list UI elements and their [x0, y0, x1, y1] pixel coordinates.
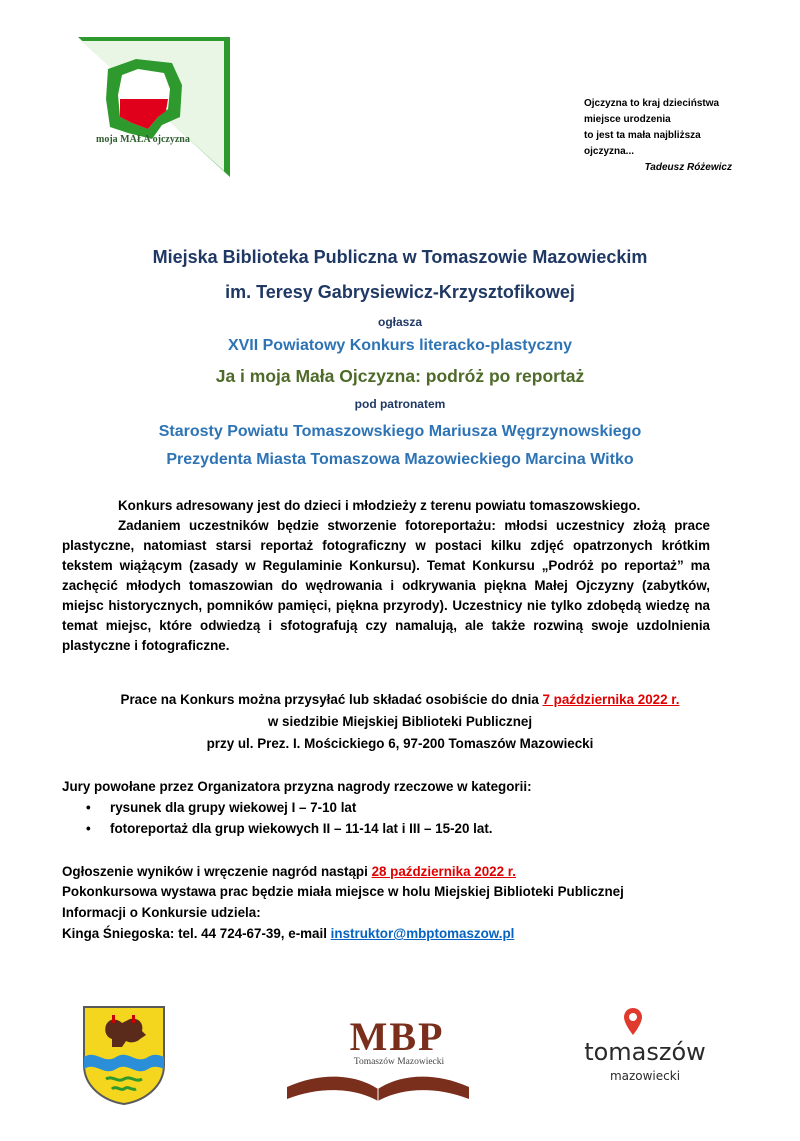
quote-line: ojczyzna...	[584, 146, 635, 157]
location-pin-icon	[623, 1007, 643, 1037]
patron-prezydent: Prezydenta Miasta Tomaszowa Mazowieckiego Marcina Witko	[166, 451, 634, 468]
address-line-2: przy ul. Prez. I. Mościckiego 6, 97-200 Tomaszów Mazowiecki	[206, 736, 594, 751]
contest-title: Ja i moja Mała Ojczyzna: podróż po reportaż	[215, 366, 585, 386]
city-wordmark: tomaszów	[584, 1038, 706, 1066]
coat-of-arms-icon	[82, 1005, 166, 1105]
city-subtitle: mazowiecki	[609, 1069, 681, 1083]
email-link[interactable]: instruktor@mbptomaszow.pl	[330, 926, 515, 941]
patronage-label: pod patronatem	[354, 397, 446, 411]
quote-line: Ojczyzna to kraj dzieciństwa	[584, 98, 720, 109]
results-date: 28 października 2022 r.	[371, 864, 516, 879]
quote-author: Tadeusz Różewicz	[644, 162, 732, 173]
task-paragraph: Zadaniem uczestników będzie stworzenie fotoreportażu: młodsi uczestnicy złożą prace plastyczne, natomiast starsi reportaż fotograficzny w postaci kilku zdjęć opatrzonych krótkim tekstem wiążącym (zasady w Regulaminie Konkursu). Temat Konkursu „Podróż po reportaż” ma zachęcić młodych tomaszowian do wędrowania i odkrywania piękna Małej Ojczyzny (zabytków, miejsc historycznych, pomników pamięci, piękna przyrody). Uczestnicy nie tylko zdobędą wiedzę na temat miejsc, które odwiedzą i sfotografują czy namalują, ale także rozwiną swoje uzdolnienia plastyczne i fotograficzne.	[62, 518, 710, 653]
contest-name: XVII Powiatowy Konkurs literacko-plastyczny	[227, 337, 573, 354]
coat-of-arms	[82, 1005, 166, 1105]
moja-mala-ojczyzna-logo	[78, 37, 230, 177]
contact-text: Kinga Śniegoska: tel. 44 724-67-39, e-mail	[62, 926, 331, 941]
list-item: • rysunek dla grupy wiekowej I – 7-10 lat	[86, 798, 686, 818]
logo-caption: moja MAŁA ojczyzna	[96, 134, 190, 145]
info-line: Informacji o Konkursie udziela:	[62, 905, 261, 920]
address-line-1: w siedzibie Miejskiej Biblioteki Publicznej	[267, 714, 533, 729]
category-list	[86, 798, 686, 839]
announces-label: ogłasza	[377, 315, 422, 329]
mbp-subtitle: Tomaszów Mazowiecki	[353, 1057, 445, 1067]
results-text: Ogłoszenie wyników i wręczenie nagród nastąpi	[62, 864, 372, 879]
deadline-date: 7 października 2022 r.	[542, 692, 680, 707]
patron-starosta: Starosty Powiatu Tomaszowskiego Mariusza Węgrzynowskiego	[158, 423, 642, 440]
mbp-logo	[283, 1015, 473, 1105]
deadline-line	[0, 690, 800, 710]
mbp-wordmark: MBP	[349, 1014, 445, 1059]
contact-line	[62, 924, 514, 944]
jury-text: Jury powołane przez Organizatora przyzna nagrody rzeczowe w kategorii:	[62, 779, 532, 794]
results-line	[62, 862, 516, 882]
quote-line: to jest ta mała najbliższa	[584, 130, 701, 141]
poland-map-icon	[78, 37, 230, 177]
quote-block	[584, 96, 744, 176]
library-name: Miejska Biblioteka Publiczna w Tomaszowie Mazowieckim	[152, 247, 648, 267]
quote-line: miejsce urodzenia	[584, 114, 671, 125]
list-item: • fotoreportaż dla grup wiekowych II – 11-14 lat i III – 15-20 lat.	[86, 819, 686, 839]
exhibition-line: Pokonkursowa wystawa prac będzie miała miejsce w holu Miejskiej Biblioteki Publicznej	[62, 884, 624, 899]
tomaszow-city-logo	[560, 1005, 730, 1095]
intro-paragraph: Konkurs adresowany jest do dzieci i młodzieży z terenu powiatu tomaszowskiego.	[118, 498, 641, 513]
library-patron-name: im. Teresy Gabrysiewicz-Krzysztofikowej	[225, 282, 575, 302]
deadline-text: Prace na Konkurs można przysyłać lub składać osobiście do dnia	[120, 692, 543, 707]
